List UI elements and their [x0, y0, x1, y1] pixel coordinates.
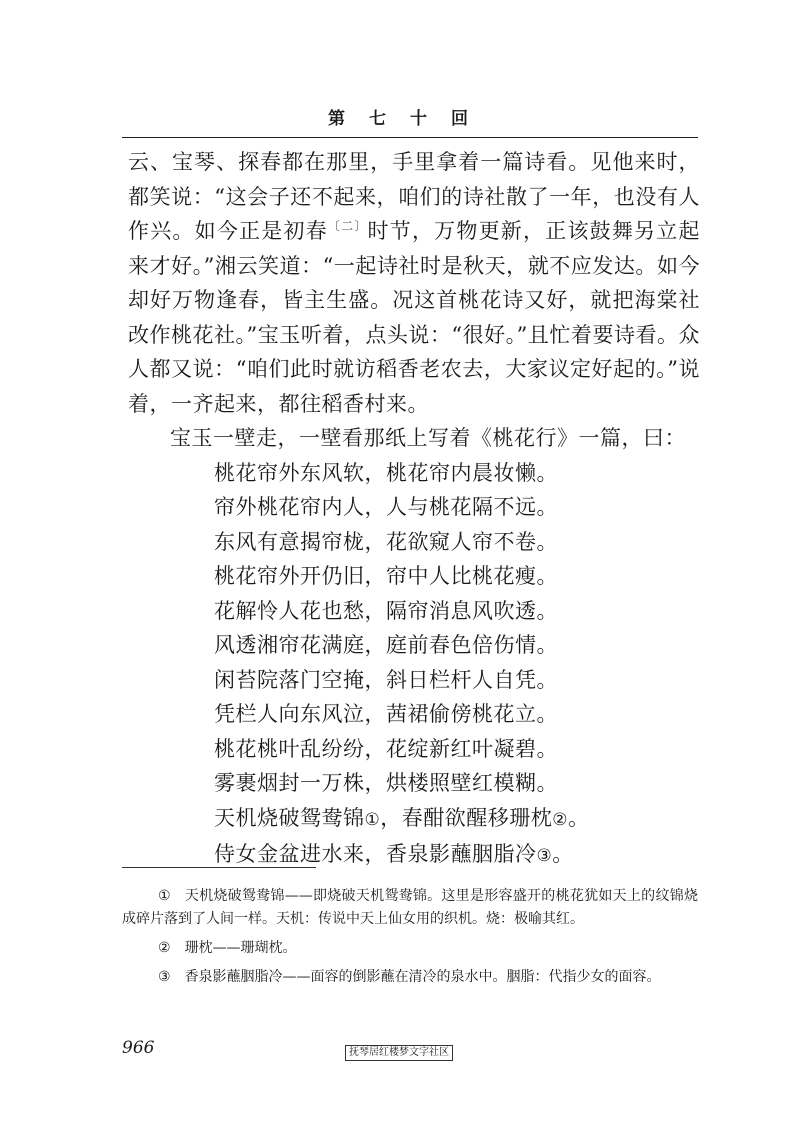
watermark-stamp: 抚琴居红楼梦文字社区 [345, 1045, 453, 1061]
poem-line: 闲苔院落门空掩，斜日栏杆人自凭。 [214, 667, 558, 692]
footnote-marker: ② [552, 809, 568, 830]
poem-line [214, 801, 700, 838]
chapter-header: 第七十回 [328, 109, 492, 129]
poem-text: 侍女金盆进水来，香泉影蘸胭脂冷 [214, 842, 537, 866]
poem-intro: 宝玉一壁走，一壁看那纸上写着《桃花行》一篇，曰： [170, 426, 686, 450]
header-rule [122, 137, 698, 138]
poem-text: ，春酣欲醒移珊枕 [380, 805, 553, 830]
footnote-marker: ③ [536, 846, 553, 866]
poem-line [214, 837, 700, 874]
page-number: 966 [122, 1038, 155, 1058]
footnote-number: ③ [158, 969, 171, 985]
poem-text: 天机烧破鸳鸯锦 [214, 805, 365, 830]
main-text [128, 145, 700, 874]
poem-line: 东风有意揭帘栊，花欲窥人帘不卷。 [214, 529, 558, 554]
footnote-text: 天机烧破鸳鸯锦——即烧破天机鸳鸯锦。这里是形容盛开的桃花犹如天上的纹锦烧成碎片落到了人间一样。天机：传说中天上仙女用的织机。烧：极喻其红。 [122, 888, 698, 927]
poem-line: 桃花帘外开仍旧，帘中人比桃花瘦。 [214, 564, 558, 588]
poem-line: 雾裹烟封一万株，烘楼照壁红模糊。 [214, 771, 558, 795]
annotation-marker: 〔二〕 [327, 219, 368, 233]
poem-line: 桃花帘外东风软，桃花帘内晨妆懒。 [214, 460, 558, 485]
poem-text: 。 [568, 805, 590, 830]
footnote-text: 珊枕——珊瑚枕。 [184, 940, 297, 956]
footnote [122, 966, 698, 989]
footnote-number: ① [158, 888, 171, 904]
poem [214, 456, 700, 874]
poem-line: 帘外桃花帘内人，人与桃花隔不远。 [214, 495, 558, 519]
poem-text: 。 [552, 842, 574, 866]
footnote-marker: ① [364, 809, 381, 830]
footnote-text: 香泉影蘸胭脂冷——面容的倒影蘸在清冷的泉水中。胭脂：代指少女的面容。 [184, 969, 661, 985]
footnotes [122, 885, 698, 995]
paragraph-text-cont: 时节，万物更新，正该鼓舞另立起来才好。”湘云笑道：“一起诗社时是秋天，就不应发达。如今却好万物逢春，皆主生盛。况这首桃花诗又好，就把海棠社改作桃花社。”宝玉听着，点头说：“很好。”且忙着要诗看。众人都又说：“咱们此时就访稻香老农去，大家议定好起的。”说着，一齐起来，都往稻香村来。 [128, 219, 700, 416]
poem-line: 风透湘帘花满庭，庭前春色倍伤情。 [214, 633, 558, 657]
footnote [122, 885, 698, 931]
poem-line: 凭栏人向东风泣，茜裙偷傍桃花立。 [214, 702, 558, 726]
narrative-paragraph [128, 145, 700, 421]
poem-line: 桃花桃叶乱纷纷，花绽新红叶凝碧。 [214, 736, 558, 761]
footnote-number: ② [158, 940, 171, 956]
footnote [122, 937, 698, 960]
paragraph-text: 云、宝琴、探春都在那里，手里拿着一篇诗看。见他来时，都笑说：“这会子还不起来，咱们的诗社散了一年，也没有人作兴。如今正是初春 [128, 150, 700, 243]
footnote-rule [122, 867, 316, 868]
poem-line: 花解怜人花也愁，隔帘消息风吹透。 [214, 598, 558, 623]
